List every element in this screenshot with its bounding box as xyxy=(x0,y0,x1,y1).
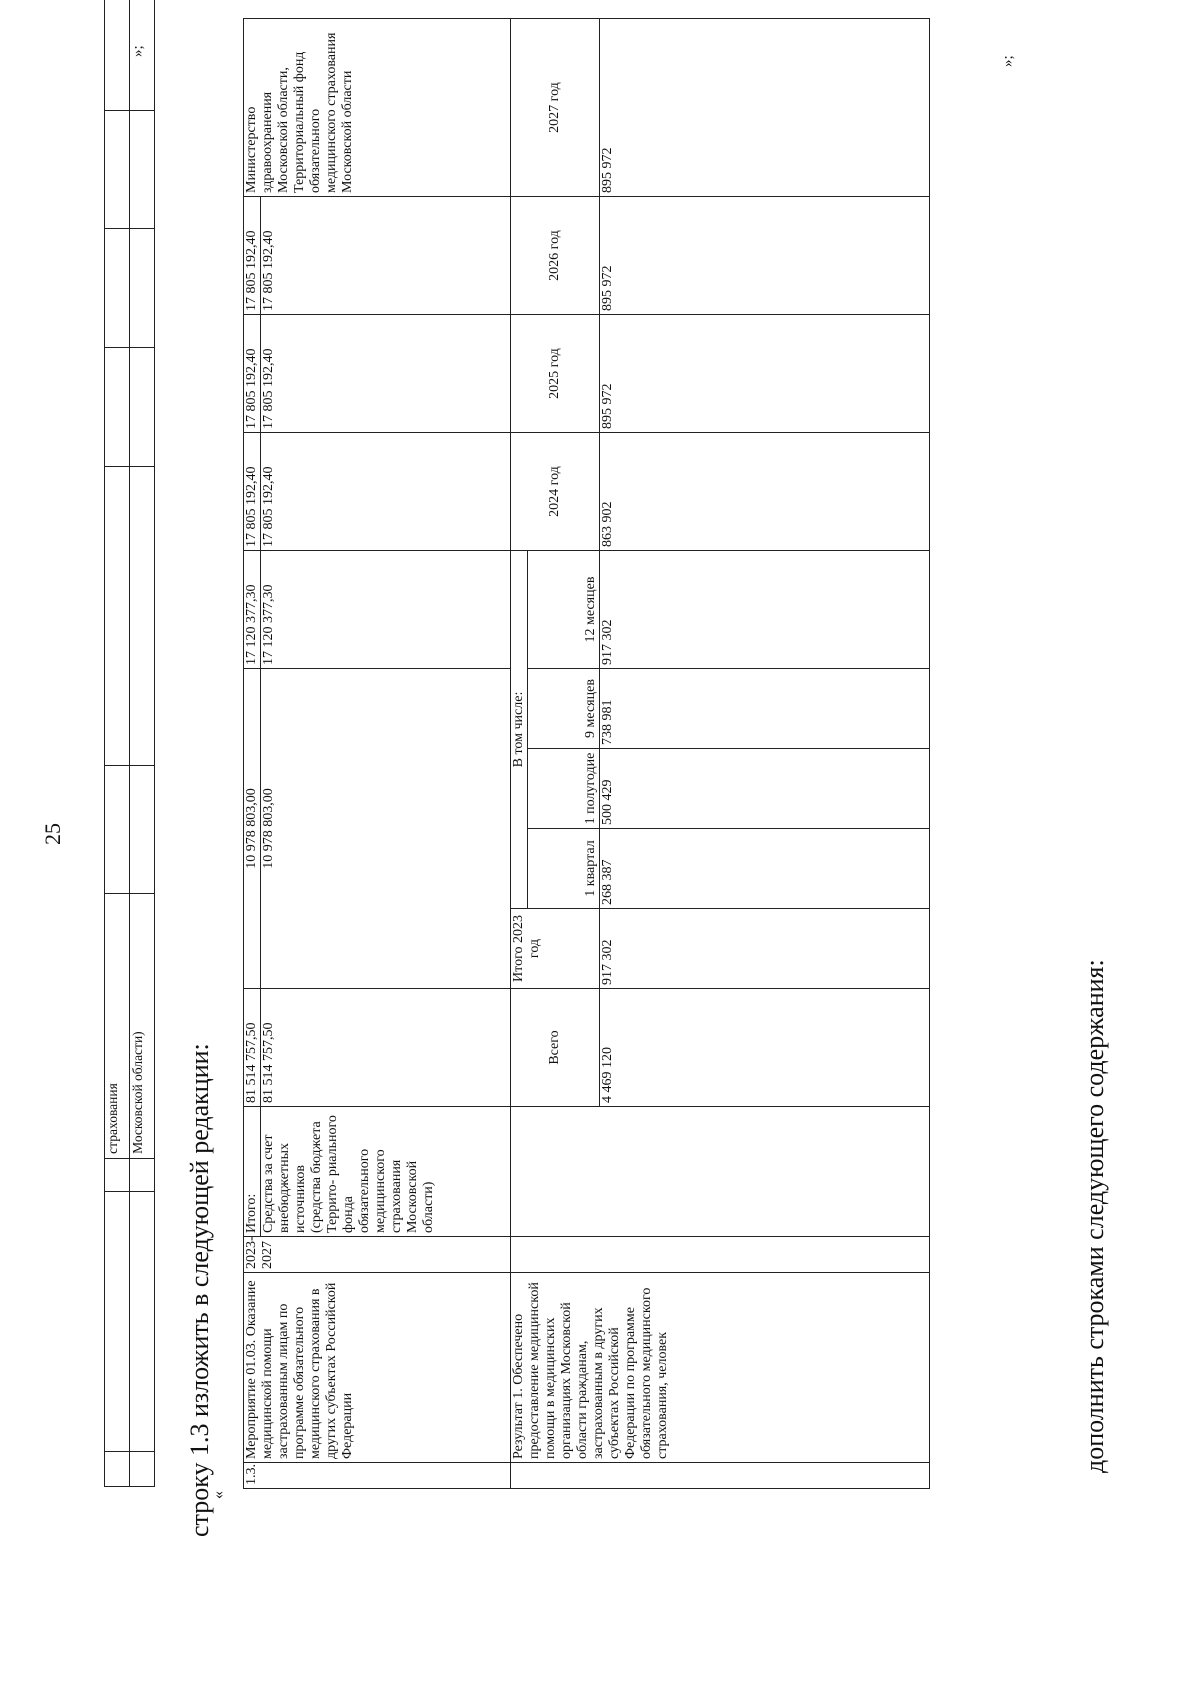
header-2026: 2026 год xyxy=(511,197,600,315)
period: 2023-2027 xyxy=(244,1237,511,1273)
total-sum: 81 514 757,50 xyxy=(244,989,261,1107)
total-label: Итого: xyxy=(244,1107,261,1237)
header-2025: 2025 год xyxy=(511,315,600,433)
header-total: Всего xyxy=(511,989,600,1107)
row-number: 1.3. xyxy=(244,1463,511,1489)
value-h1: 500 429 xyxy=(600,749,930,829)
value-2026: 895 972 xyxy=(600,197,930,315)
previous-table-tail xyxy=(104,0,155,1487)
strip-cell-text: страхования xyxy=(105,893,130,1158)
closing-quote-top: »; xyxy=(130,45,146,57)
opening-quote: « xyxy=(210,1491,227,1499)
source-label: Средства за счет внебюджетных источников (средства бюджета Террито- риального фонда обязательного медицинского страхования Московской области) xyxy=(261,1107,511,1237)
year-2026-sum: 17 805 192,40 xyxy=(244,315,261,433)
source-total-sum: 81 514 757,50 xyxy=(261,989,511,1107)
main-table xyxy=(243,18,930,1489)
header-m9: 9 месяцев xyxy=(528,669,600,749)
value-2025: 895 972 xyxy=(600,315,930,433)
header-incl: В том числе: xyxy=(511,551,528,909)
result-label: Результат 1. Обеспечено предоставление медицинской помощи в медицинских организациях Московской области гражданам, застрахованным в других субъектах Российской Федерации по программе обязательного медицинского страхования, человек xyxy=(511,1273,930,1463)
header-q1: 1 квартал xyxy=(528,829,600,909)
value-2024: 863 902 xyxy=(600,433,930,551)
source-2025-sum: 17 805 192,40 xyxy=(261,433,511,551)
closing-quote-bottom: »; xyxy=(1000,55,1016,67)
source-2023-sum: 10 978 803,00 xyxy=(261,669,511,989)
page-number: 25 xyxy=(40,823,65,845)
header-2024: 2024 год xyxy=(511,433,600,551)
year-2025-sum: 17 805 192,40 xyxy=(244,433,261,551)
year-2024-sum: 17 120 377,30 xyxy=(244,551,261,669)
header-m12: 12 месяцев xyxy=(528,551,600,669)
header-total-2023: Итого 2023 год xyxy=(511,909,600,989)
source-2026-sum: 17 805 192,40 xyxy=(261,315,511,433)
header-2027: 2027 год xyxy=(511,19,600,197)
value-total-2023: 917 302 xyxy=(600,909,930,989)
strip-cell-text-2: Московской области) xyxy=(130,893,155,1158)
section-heading: строку 1.3 изложить в следующей редакции: xyxy=(185,1043,214,1537)
year-2023-sum: 10 978 803,00 xyxy=(244,669,261,989)
responsible: Министерство здравоохранения Московской области, Территориальный фонд обязательного медицинского страхования Московской области xyxy=(244,19,511,197)
value-q1: 268 387 xyxy=(600,829,930,909)
table-row xyxy=(244,19,261,1489)
value-total: 4 469 120 xyxy=(600,989,930,1107)
header-h1: 1 полугодие xyxy=(528,749,600,829)
year-2027-sum: 17 805 192,40 xyxy=(244,197,261,315)
source-2027-sum: 17 805 192,40 xyxy=(261,197,511,315)
footer-instruction: дополнить строками следующего содержания: xyxy=(1080,959,1109,1473)
value-m9: 738 981 xyxy=(600,669,930,749)
source-2024-sum: 17 120 377,30 xyxy=(261,551,511,669)
event-name: Мероприятие 01.03. Оказание медицинской помощи застрахованным лицам по программе обязательного медицинского страхования в других субъектах Российской Федерации xyxy=(244,1273,511,1463)
table-row xyxy=(511,19,528,1489)
value-2027: 895 972 xyxy=(600,19,930,197)
value-m12: 917 302 xyxy=(600,551,930,669)
